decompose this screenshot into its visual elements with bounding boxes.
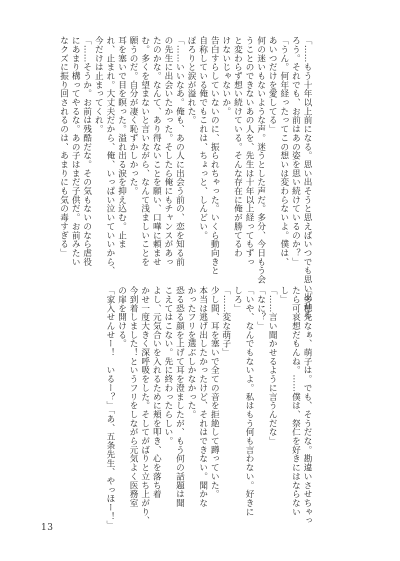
text-line: 「……もう十年以上前になる。思い出そうと思えばいつでも思い出せる: [302, 36, 312, 320]
text-line: の先生に出会いたかった。そしたら俺にもチャンスがあっ: [162, 36, 173, 267]
text-line: こえてはこない。先に終わったらしい。: [162, 286, 173, 446]
text-line: 自称している俺でもこれは、ちょっと、しんどい。: [197, 36, 208, 240]
text-line: し」: [278, 286, 289, 304]
text-line: と変わらず想い続けている。そんな存在に俺が勝てるわ: [232, 36, 243, 258]
text-line: 恐る恐る顔を上げて耳を澄ましたが、もう何の話題は聞: [174, 286, 185, 508]
text-line: 本当は逃げ出したかったけど、それはできない。聞かな: [197, 286, 208, 508]
text-line: あいつだけを愛してる」: [267, 36, 278, 134]
text-line: よし、元気合いを入れるために頬を叩き、心を落ち着: [151, 286, 162, 499]
text-line: む。多くを望まないと言いながら、なんて浅ましいことを: [139, 36, 150, 267]
text-line: 耳を塞いで目を瞑った。溢れ出る涙を抑え込む。止ま: [116, 36, 127, 249]
text-line: 「……変な萌子」: [220, 286, 231, 357]
text-line: 「なに？」: [255, 286, 266, 331]
text-line: ろう。それでも、お前はあの姿を思い続けているのか？」: [290, 36, 301, 267]
text-line: にあまり構ってやるな。あの子はまだ子供だ。お前みたい: [70, 36, 81, 267]
lower-text-block: [64, 286, 312, 530]
text-line: 今だけは止まってくれ。: [93, 36, 104, 134]
text-line: 「いや、なんでもないよ。私はもう何も言わない。好きに: [244, 286, 255, 517]
text-line: かせ一度大きく深呼吸をした。そしてがばりと立ち上がり、: [139, 286, 150, 525]
text-line: 願うのだ。自分が凄く恥ずかしかった。: [128, 36, 139, 196]
text-line: 「……いいなあ。俺も、あの人に出会う前の、恋を知る前: [174, 36, 185, 267]
text-line: 「……言い聞かせるように言うんだな」: [267, 286, 278, 446]
text-line: しろ」: [232, 286, 243, 313]
text-line: うことのできないあの人を、先生は十年以上経ってもずっ: [244, 36, 255, 267]
text-line: ぽろりと涙が溢れた。: [186, 36, 197, 125]
text-line: たら可哀想だもんね。……僕は、祭仁を好きにはならない: [290, 286, 301, 517]
text-line: 少し間、耳を塞いで全ての音を拒絶して蹲っていた。: [209, 286, 220, 499]
text-line: なクズに振り回されるのは、あまりにも気の毒すぎる」: [58, 36, 69, 258]
text-line: たのかな。なんて、あり得ないことを願い、口嘩に頼ませ: [151, 36, 162, 267]
text-line: かったフリを選ぶしかなかった。: [186, 286, 197, 419]
text-line: 「うん。何年経ったってこの想いは変わらないよ。僕は、: [278, 36, 289, 267]
text-line: 「多穂先なぁ、萌子は。でも、そうだな。勘違いさせちゃっ: [302, 286, 312, 525]
text-line: 今到着しました！というフリをしながら元気よく医務室: [128, 286, 139, 508]
text-line: 「家入せんせー！ いるー？」「あ、五条先生、やっほー！」: [104, 286, 115, 530]
text-line: の扉を開ける。: [116, 286, 127, 348]
page-number: 13: [41, 523, 54, 533]
text-line: 何の迷いもないような声。迷うとした声だ。多分、今日もう会: [255, 36, 266, 284]
text-line: 「……そうか。お前は残酷だな。その気もないのなら虐役: [81, 36, 92, 267]
text-line: けないじゃないか。: [220, 36, 231, 116]
text-line: 告白すらしていないのに、振られちゃった。いくら動向きと: [209, 36, 220, 275]
text-line: れ、止まれ。大丈夫だから、俺、いっぱい泣いていいから、: [104, 36, 115, 275]
